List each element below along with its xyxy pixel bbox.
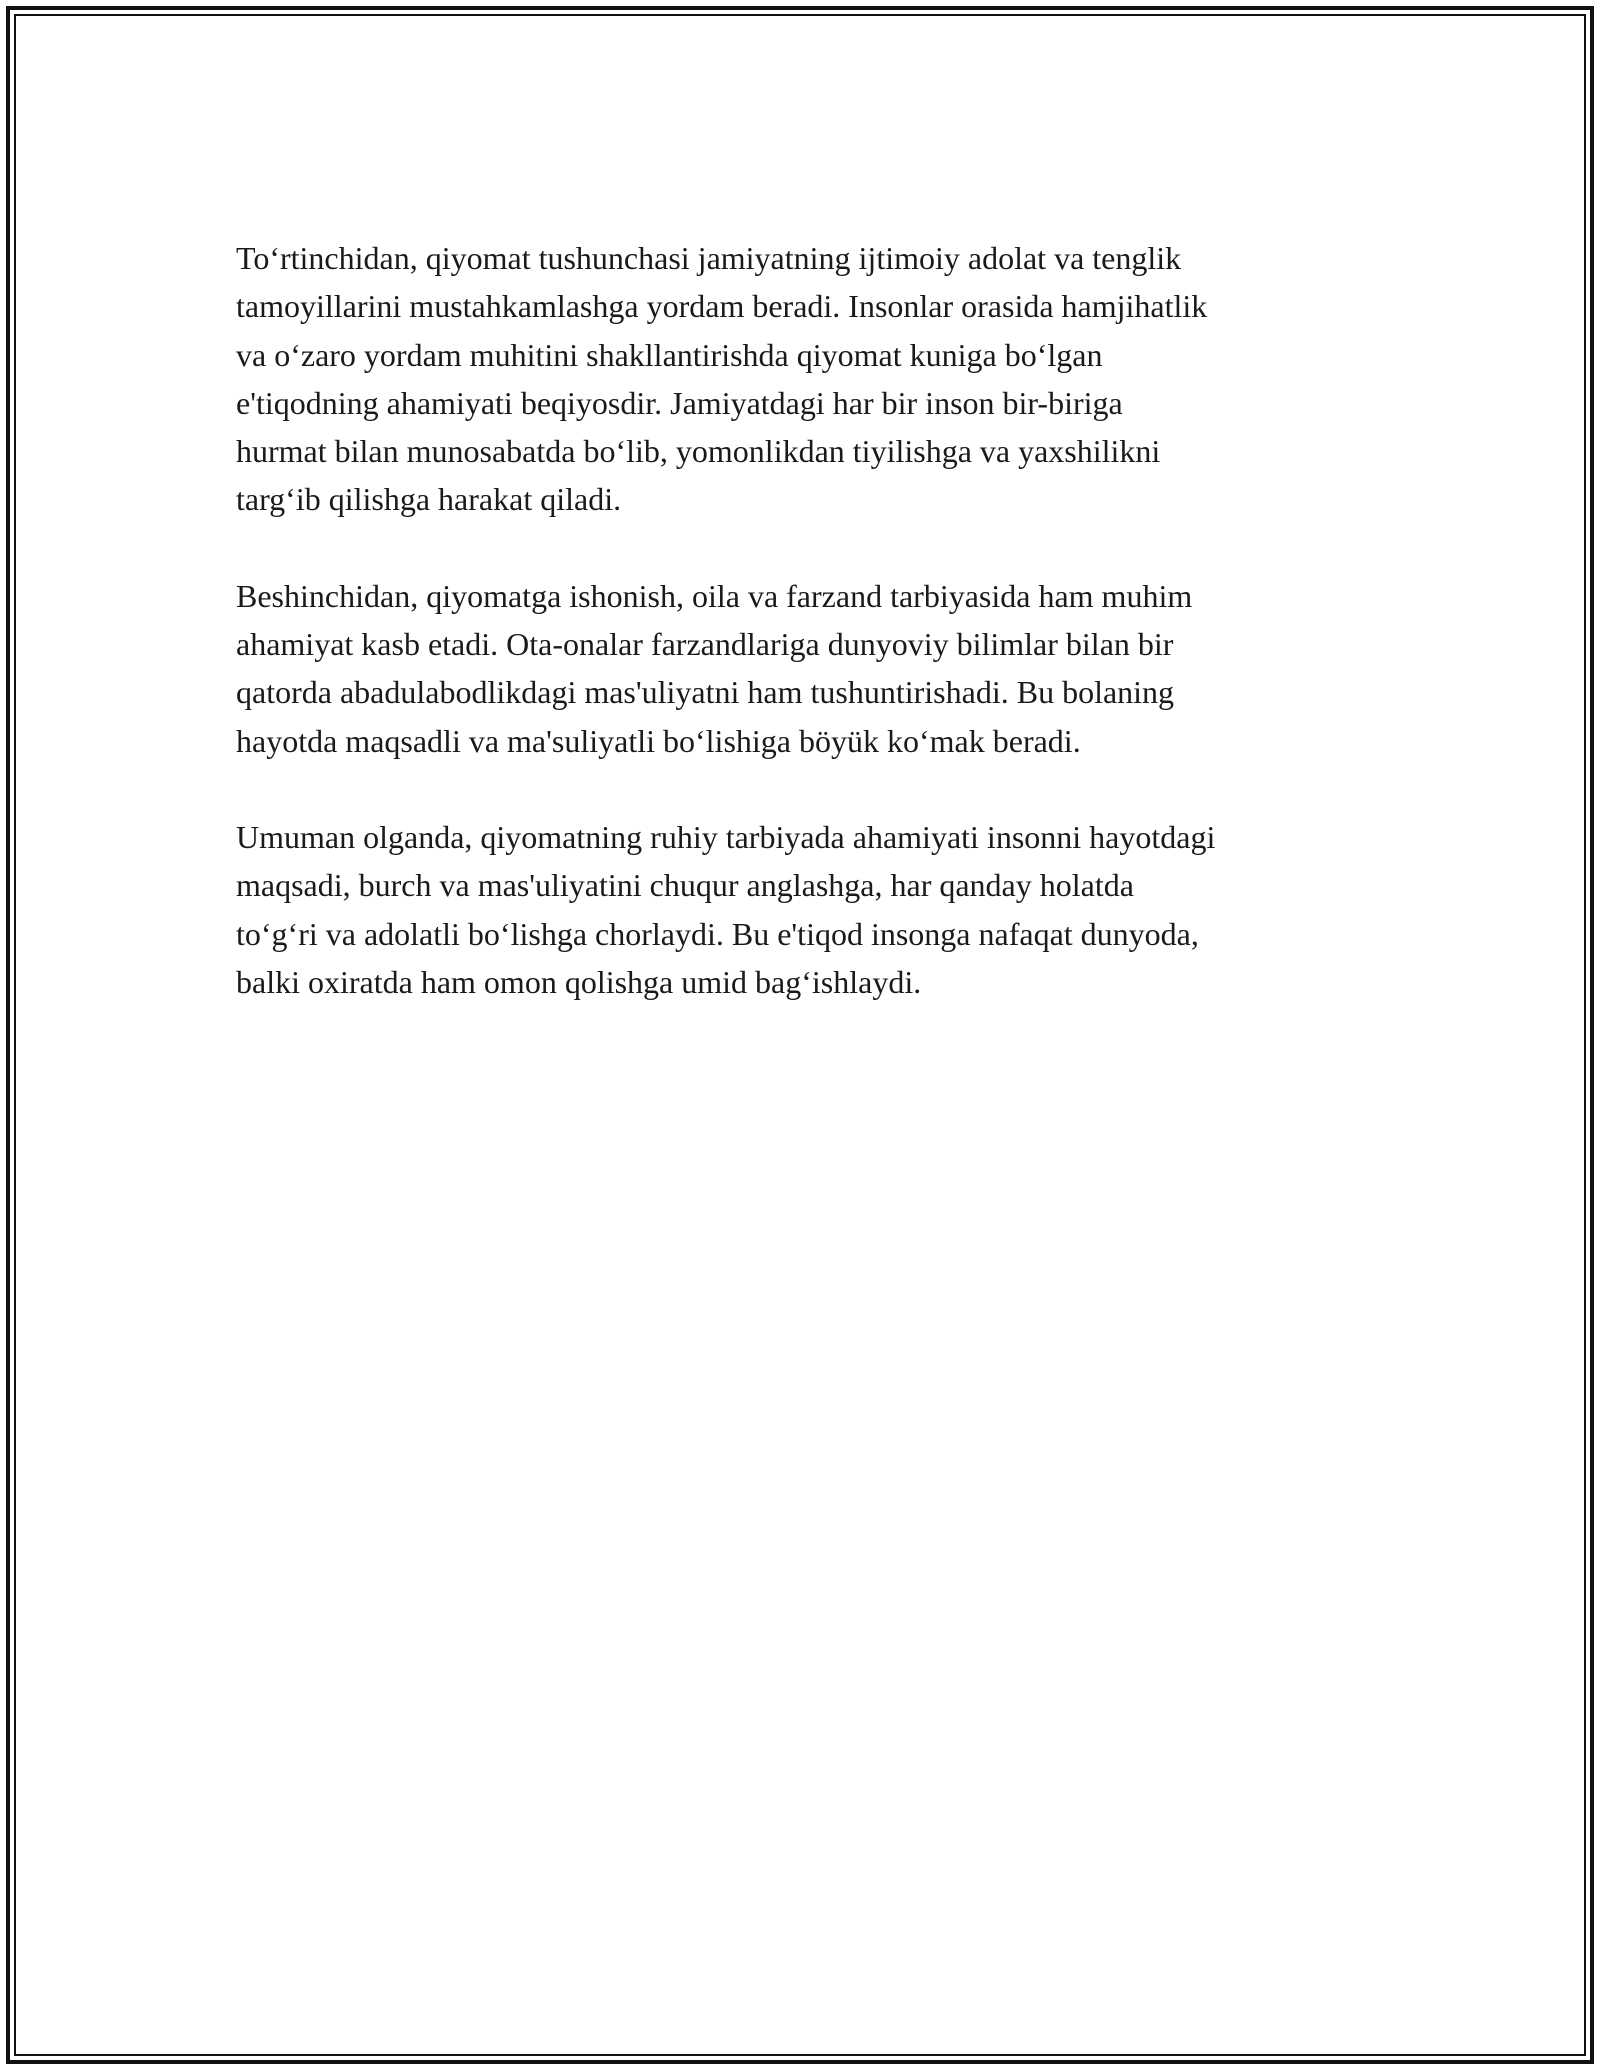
paragraph-fifthly: Beshinchidan, qiyomatga ishonish, oila va farzand tarbiyasida ham muhim ahamiyat kasb etadi. Ota-onalar farzandlariga dunyoviy bilimlar bilan bir qatorda abadulabodlikdagi mas'uliyatni ham tushuntirishadi. Bu bolaning hayotda maqsadli va ma'suliyatli bo‘lishiga böyük ko‘mak beradi. [236, 577, 1193, 759]
paragraph-conclusion: Umuman olganda, qiyomatning ruhiy tarbiyada ahamiyati insonni hayotdagi maqsadi, burch va mas'uliyatini chuqur anglashga, har qanday holatda to‘g‘ri va adolatli bo‘lishga chorlaydi. Bu e'tiqod insonga nafaqat dunyoda, balki oxiratda ham omon qolishga umid bag‘ishlaydi. [236, 818, 1216, 1000]
paragraph-fourthly: To‘rtinchidan, qiyomat tushunchasi jamiyatning ijtimoiy adolat va tenglik tamoyillarini mustahkamlashga yordam beradi. Insonlar orasida hamjihatlik va o‘zaro yordam muhitini shakllantirishda qiyomat kuniga bo‘lgan e'tiqodning ahamiyati beqiyosdir. Jamiyatdagi har bir inson bir-biriga hurmat bilan munosabatda bo‘lib, yomonlikdan tiyilishga va yaxshilikni targ‘ib qilishga harakat qiladi. [236, 240, 1208, 518]
document-body [236, 234, 1366, 1054]
